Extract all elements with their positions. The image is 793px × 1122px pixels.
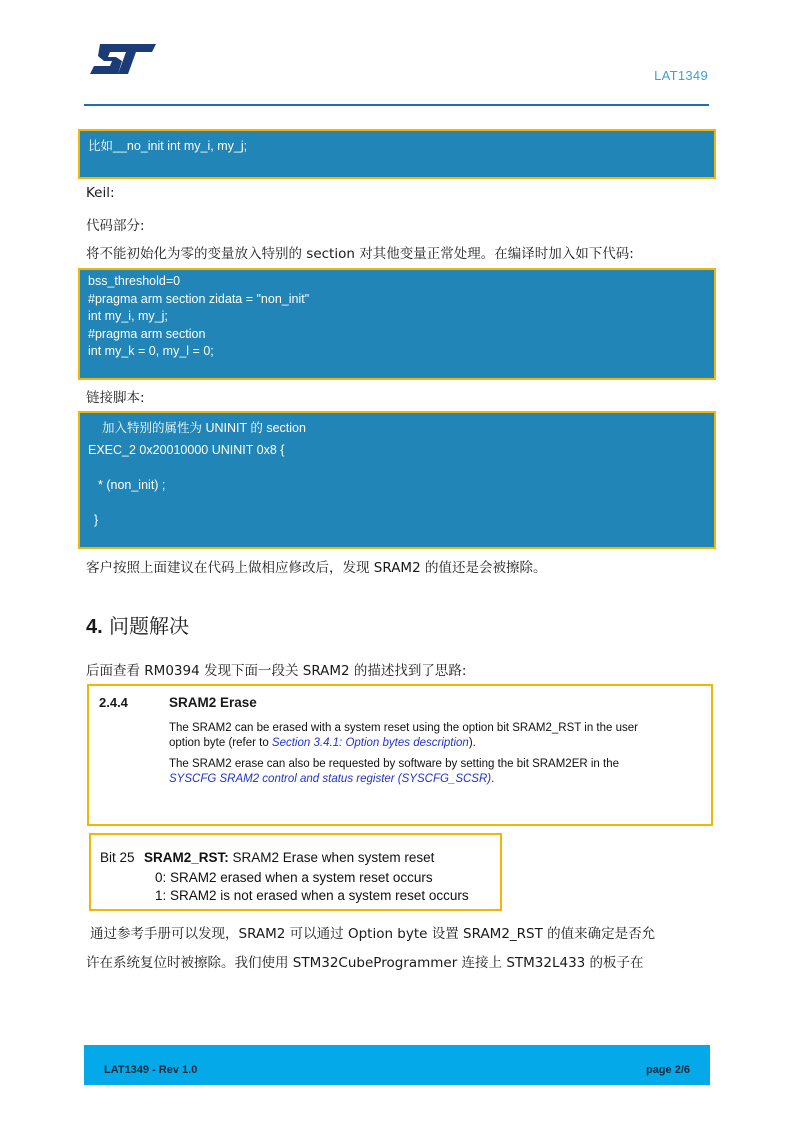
code-line: #pragma arm section zidata = "non_init" bbox=[88, 291, 310, 306]
bit-name: SRAM2_RST: bbox=[144, 850, 229, 865]
ref-text-line bbox=[169, 736, 689, 751]
para-keil: Keil: bbox=[86, 185, 115, 201]
st-logo-icon bbox=[86, 40, 158, 78]
header-rule bbox=[84, 104, 709, 106]
code-line: int my_k = 0, my_l = 0; bbox=[88, 344, 214, 358]
ref-paragraph-2 bbox=[169, 757, 689, 787]
section-heading bbox=[86, 610, 189, 639]
ref-paragraph-1 bbox=[169, 721, 689, 751]
code-line: * (non_init) ; bbox=[98, 478, 166, 492]
ref-excerpt-box bbox=[87, 684, 713, 826]
para-final-line-1: 通过参考手册可以发现，SRAM2 可以通过 Option byte 设置 SRAM2_RST 的值来确定是否允 bbox=[90, 926, 656, 942]
ref-link-option-bytes[interactable]: Section 3.4.1: Option bytes description bbox=[271, 737, 469, 749]
para-code-part: 代码部分: bbox=[86, 218, 145, 234]
ref-section-number: 2.4.4 bbox=[99, 695, 128, 710]
code-line: #pragma arm section bbox=[88, 326, 206, 341]
footer-page-number: page 2/6 bbox=[645, 1064, 690, 1076]
para-section-desc: 将不能初始化为零的变量放入特别的 section 对其他变量正常处理。在编译时加入如下代码: bbox=[86, 246, 634, 262]
code-line: EXEC_2 0x20010000 UNINIT 0x8 { bbox=[88, 443, 285, 457]
ref-section-title: SRAM2 Erase bbox=[169, 695, 257, 710]
section-number: 4. bbox=[86, 616, 103, 638]
code-line: int my_i, my_j; bbox=[88, 309, 168, 323]
bit-option-0: 0: SRAM2 erased when a system reset occurs bbox=[155, 870, 433, 885]
ref-text: option byte (refer to bbox=[169, 737, 272, 749]
code-block-linker bbox=[78, 411, 716, 549]
section-title: 问题解决 bbox=[109, 614, 190, 638]
code-line: 比如__no_init int my_i, my_j; bbox=[88, 139, 248, 153]
bit-desc: SRAM2 Erase when system reset bbox=[232, 850, 435, 865]
ref-text: ). bbox=[468, 737, 476, 749]
code-block-pragma bbox=[78, 268, 716, 380]
ref-text: The SRAM2 erase can also be requested by software by setting the bit SRAM2ER in the bbox=[169, 758, 620, 770]
bit-field bbox=[144, 850, 434, 865]
ref-text-line bbox=[169, 772, 689, 787]
ref-link-syscfg-scsr[interactable]: SYSCFG SRAM2 control and status register (SYSCFG_SCSR) bbox=[169, 773, 492, 785]
para-link-script: 链接脚本: bbox=[86, 390, 145, 406]
bit-label: Bit 25 bbox=[100, 850, 135, 865]
code-line: } bbox=[94, 513, 99, 527]
code-block-no-init bbox=[78, 129, 716, 179]
para-rm0394: 后面查看 RM0394 发现下面一段关 SRAM2 的描述找到了思路: bbox=[86, 663, 467, 679]
para-customer: 客户按照上面建议在代码上做相应修改后，发现 SRAM2 的值还是会被擦除。 bbox=[86, 560, 547, 576]
st-logo bbox=[86, 40, 158, 78]
code-line: bss_threshold=0 bbox=[88, 274, 181, 288]
page-footer bbox=[84, 1045, 710, 1085]
ref-text: The SRAM2 can be erased with a system reset using the option bit SRAM2_RST in the user bbox=[169, 722, 638, 734]
bit-option-1: 1: SRAM2 is not erased when a system reset occurs bbox=[155, 888, 469, 903]
bit-description-box bbox=[89, 833, 502, 911]
header-doc-id: LAT1349 bbox=[654, 68, 708, 83]
code-line: 加入特别的属性为 UNINIT 的 section bbox=[102, 421, 306, 435]
para-final-line-2: 许在系统复位时被擦除。我们使用 STM32CubeProgrammer 连接上 STM32L433 的板子在 bbox=[86, 955, 644, 971]
ref-text: . bbox=[491, 773, 495, 785]
footer-doc-rev: LAT1349 - Rev 1.0 bbox=[104, 1064, 198, 1076]
